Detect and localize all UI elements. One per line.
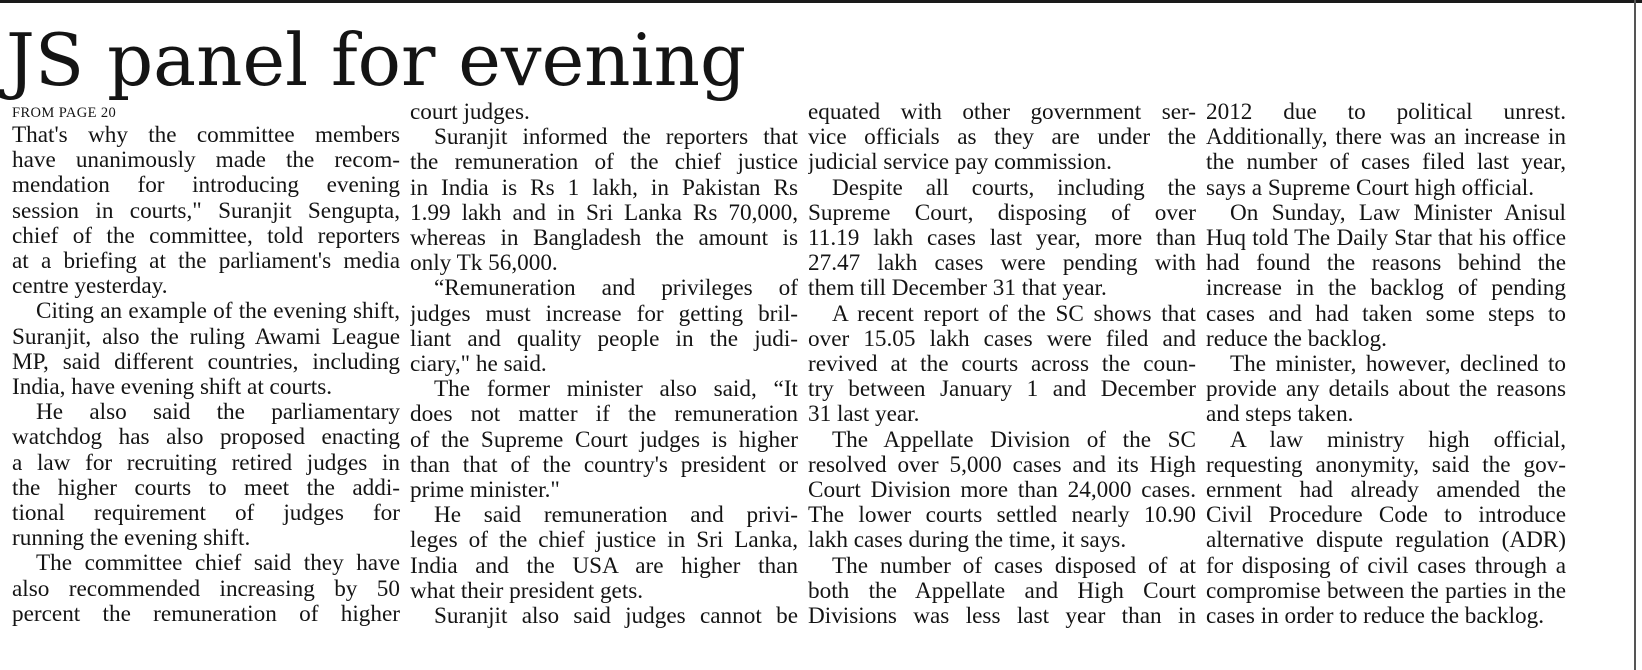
article-column-1	[12, 104, 400, 627]
text-line: ciary," he said.	[410, 352, 547, 378]
text-line: Additionally, there was an increase in	[1206, 125, 1566, 151]
text-line: have unanimously made the recom-	[12, 148, 400, 174]
text-line: increase in the backlog of pending	[1206, 276, 1566, 302]
text-line: in India is Rs 1 lakh, in Pakistan Rs	[410, 175, 798, 201]
text-line: try between January 1 and December	[808, 377, 1196, 403]
text-line: a law for recruiting retired judges in	[12, 450, 400, 476]
text-line: the remuneration of the chief justice	[410, 150, 798, 176]
text-line: percent the remuneration of higher	[12, 601, 400, 627]
text-line: Supreme Court, disposing of over	[808, 200, 1196, 226]
text-line: The Appellate Division of the SC	[832, 427, 1196, 453]
text-line: lakh cases during the time, it says.	[808, 528, 1127, 554]
text-line: A law ministry high official,	[1230, 427, 1566, 453]
headline: JS panel for evening	[6, 18, 747, 102]
text-line: Huq told The Daily Star that his office	[1206, 226, 1566, 252]
text-line: 2012 due to political unrest.	[1206, 100, 1566, 125]
text-line: prime minister."	[410, 478, 560, 504]
text-line: both the Appellate and High Court	[808, 578, 1196, 604]
text-line: The minister, however, declined to	[1230, 352, 1566, 378]
article-column-4	[1206, 100, 1566, 629]
text-line: tional requirement of judges for	[12, 501, 400, 527]
text-line: vice officials as they are under the	[808, 125, 1196, 151]
article-column-3	[808, 100, 1196, 629]
text-line: 11.19 lakh cases last year, more than	[808, 226, 1196, 252]
text-line: equated with other government ser-	[808, 100, 1196, 125]
text-line: Citing an example of the evening shift,	[36, 299, 400, 325]
article-column-2	[410, 100, 798, 629]
text-line: He also said the parliamentary	[36, 400, 400, 426]
top-rule	[0, 0, 1642, 3]
text-line: mendation for introducing evening	[12, 173, 400, 199]
text-line: does not matter if the remuneration	[410, 402, 798, 428]
text-line: resolved over 5,000 cases and its High	[808, 452, 1196, 478]
text-line: also recommended increasing by 50	[12, 576, 400, 602]
text-line: judges must increase for getting bril-	[410, 301, 798, 327]
continuation-label: FROM PAGE 20	[12, 105, 117, 121]
text-line: says a Supreme Court high official.	[1206, 175, 1534, 201]
text-line: The former minister also said, “It	[434, 377, 798, 403]
text-line: only Tk 56,000.	[410, 251, 558, 277]
text-line: India, have evening shift at courts.	[12, 375, 333, 401]
text-line: A recent report of the SC shows that	[832, 301, 1196, 327]
text-line: provide any details about the reasons	[1206, 377, 1566, 403]
text-line: The committee chief said they have	[36, 551, 400, 577]
text-line: at a briefing at the parliament's media	[12, 249, 400, 275]
text-line: Divisions was less last year than in	[808, 604, 1196, 630]
text-line: running the evening shift.	[12, 526, 251, 552]
text-line: chief of the committee, told reporters	[12, 223, 400, 249]
text-line: 31 last year.	[808, 402, 920, 428]
text-line: leges of the chief justice in Sri Lanka,	[410, 528, 798, 554]
text-line: Suranjit, also the ruling Awami League	[12, 324, 400, 350]
right-column-rule	[1634, 0, 1636, 670]
text-line: The lower courts settled nearly 10.90	[808, 503, 1196, 529]
text-line: what their president gets.	[410, 578, 644, 604]
text-line: the higher courts to meet the addi-	[12, 475, 400, 501]
text-line: over 15.05 lakh cases were filed and	[808, 326, 1196, 352]
text-line: The number of cases disposed of at	[832, 553, 1196, 579]
text-line: watchdog has also proposed enacting	[12, 425, 400, 451]
text-line: than that of the country's president or	[410, 452, 798, 478]
text-line: whereas in Bangladesh the amount is	[410, 226, 798, 252]
text-line: Despite all courts, including the	[832, 175, 1196, 201]
text-line: cases in order to reduce the backlog.	[1206, 604, 1545, 630]
text-line: requesting anonymity, said the gov-	[1206, 452, 1566, 478]
text-line: 27.47 lakh cases were pending with	[808, 251, 1196, 277]
text-line: 1.99 lakh and in Sri Lanka Rs 70,000,	[410, 200, 798, 226]
text-line: court judges.	[410, 100, 530, 125]
text-line: alternative dispute regulation (ADR)	[1206, 528, 1566, 554]
text-line: had found the reasons behind the	[1206, 251, 1566, 277]
text-line: ernment had already amended the	[1206, 478, 1566, 504]
text-line: MP, said different countries, including	[12, 349, 400, 375]
text-line: India and the USA are higher than	[410, 553, 798, 579]
text-line: judicial service pay commission.	[808, 150, 1112, 176]
text-line: for disposing of civil cases through a	[1206, 553, 1566, 579]
text-line: Civil Procedure Code to introduce	[1206, 503, 1566, 529]
text-line: the number of cases filed last year,	[1206, 150, 1566, 176]
text-line: revived at the courts across the coun-	[808, 352, 1196, 378]
text-line: session in courts," Suranjit Sengupta,	[12, 198, 400, 224]
text-line: centre yesterday.	[12, 274, 168, 300]
text-line: compromise between the parties in the	[1206, 578, 1566, 604]
text-line: On Sunday, Law Minister Anisul	[1230, 200, 1566, 226]
text-line: He said remuneration and privi-	[434, 503, 798, 529]
text-line: them till December 31 that year.	[808, 276, 1107, 302]
text-line: liant and quality people in the judi-	[410, 326, 798, 352]
text-line: cases and had taken some steps to	[1206, 301, 1566, 327]
text-line: of the Supreme Court judges is higher	[410, 427, 798, 453]
text-line: That's why the committee members	[12, 123, 400, 148]
text-line: Court Division more than 24,000 cases.	[808, 478, 1196, 504]
text-line: and steps taken.	[1206, 402, 1354, 428]
text-line: Suranjit also said judges cannot be	[434, 604, 798, 630]
text-line: “Remuneration and privileges of	[434, 276, 798, 302]
text-line: reduce the backlog.	[1206, 326, 1387, 352]
text-line: Suranjit informed the reporters that	[434, 125, 798, 151]
